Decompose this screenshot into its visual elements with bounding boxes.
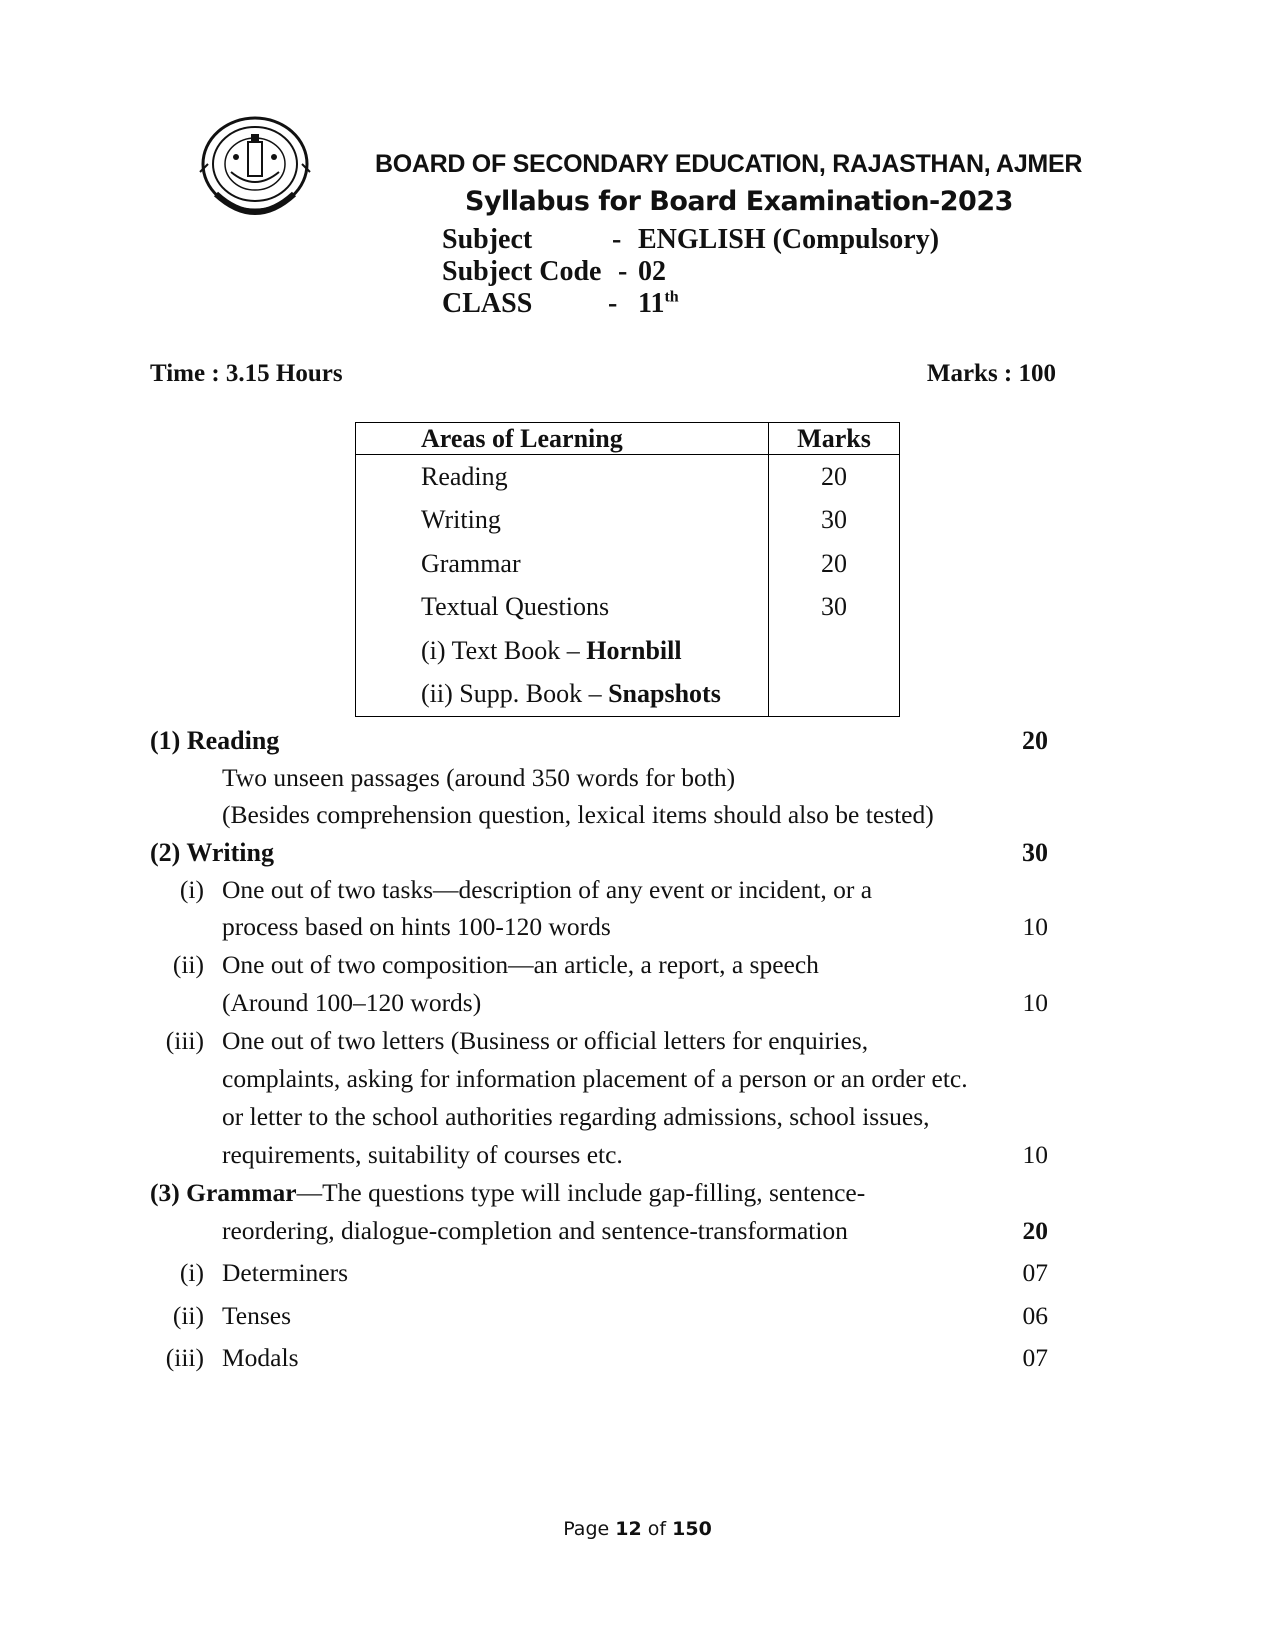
header-marks: Marks: [769, 423, 900, 455]
writing-item-3-line-1: One out of two letters (Business or official letters for enquiries,: [222, 1026, 869, 1055]
grammar-item-1-num: (i): [179, 1258, 204, 1287]
grammar-description: —The questions type will include gap-filling, sentence-: [296, 1178, 866, 1207]
writing-item-3-line-3: or letter to the school authorities regarding admissions, school issues,: [222, 1102, 930, 1131]
class-superscript: th: [664, 288, 679, 306]
grammar-item-3-label: Modals: [222, 1343, 299, 1372]
supp-book-name: Snapshots: [608, 679, 721, 709]
area-cell: Writing: [356, 499, 769, 543]
reading-heading: [150, 726, 1048, 756]
subject-row: [442, 224, 942, 256]
exam-time: Time : 3.15 Hours: [150, 360, 343, 387]
reading-line-1: Two unseen passages (around 350 words for both): [222, 763, 736, 792]
table-row: [356, 586, 900, 630]
empty-cell: [769, 673, 900, 717]
marks-cell: 30: [821, 592, 847, 622]
subject-code-label: Subject Code: [442, 256, 602, 287]
class-label: CLASS: [442, 288, 533, 319]
writing-item-2-marks: 10: [1022, 988, 1048, 1017]
exam-info-row: [150, 360, 1056, 388]
textbook-prefix: (i) Text Book –: [421, 635, 587, 665]
subject-code-dash: -: [618, 256, 628, 287]
page-footer: [0, 1518, 1275, 1540]
writing-item-2-line-2: (Around 100–120 words): [222, 988, 482, 1017]
of-word: of: [647, 1518, 667, 1540]
reading-marks: 20: [1022, 726, 1048, 755]
subject-dash: -: [612, 224, 622, 255]
writing-item-3-marks: 10: [1022, 1140, 1048, 1169]
class-value: 11: [638, 288, 665, 319]
marks-cell: 20: [821, 461, 847, 491]
writing-heading: [150, 838, 1048, 868]
reading-title: (1) Reading: [150, 726, 280, 755]
board-title: BOARD OF SECONDARY EDUCATION, RAJASTHAN, AJMER: [375, 150, 1083, 178]
board-emblem: [196, 112, 314, 230]
syllabus-title: Syllabus for Board Examination-2023: [465, 186, 1013, 217]
table-row: [356, 673, 900, 717]
table-row: [356, 455, 900, 499]
header-areas: Areas of Learning: [356, 423, 769, 455]
grammar-item-2-label: Tenses: [222, 1301, 292, 1330]
table-header-row: [356, 423, 900, 455]
subject-value: ENGLISH (Compulsory): [638, 224, 940, 255]
area-cell: Reading: [356, 455, 769, 499]
writing-item-1-num: (i): [179, 875, 204, 904]
writing-item-2-line-1: One out of two composition—an article, a report, a speech: [222, 950, 819, 979]
writing-title: (2) Writing: [150, 838, 274, 867]
area-cell: Textual Questions: [356, 586, 769, 630]
grammar-title: (3) Grammar: [150, 1178, 297, 1207]
grammar-item-1-marks: 07: [1022, 1258, 1048, 1287]
table-row: [356, 542, 900, 586]
textbook-name: Hornbill: [586, 635, 682, 665]
writing-item-2-num: (ii): [172, 950, 204, 979]
subject-label: Subject: [442, 224, 533, 255]
exam-total-marks: Marks : 100: [926, 360, 1056, 387]
writing-marks: 30: [1022, 838, 1048, 867]
marks-cell: 30: [821, 505, 847, 535]
table-row: [356, 499, 900, 543]
grammar-item-2-num: (ii): [172, 1301, 204, 1330]
writing-item-3-line-4: requirements, suitability of courses etc.: [222, 1140, 623, 1169]
grammar-item-3-marks: 07: [1022, 1343, 1048, 1372]
marks-cell: 20: [821, 548, 847, 578]
writing-item-1-marks: 10: [1022, 912, 1048, 941]
reading-line-2: (Besides comprehension question, lexical items should also be tested): [222, 800, 934, 829]
grammar-heading: [150, 1178, 865, 1208]
writing-item-3-num: (iii): [165, 1026, 204, 1055]
writing-item-1-line-2: process based on hints 100-120 words: [222, 912, 611, 941]
writing-item-1-line-1: One out of two tasks—description of any event or incident, or a: [222, 875, 873, 904]
grammar-marks: 20: [1022, 1216, 1048, 1245]
grammar-line-2: reordering, dialogue-completion and sentence-transformation: [222, 1216, 848, 1245]
class-row: [442, 288, 942, 320]
page-number: 12: [615, 1518, 642, 1540]
areas-of-learning-table: [355, 422, 900, 717]
writing-item-3-line-2: complaints, asking for information placement of a person or an order etc.: [222, 1064, 968, 1093]
textbook-cell: [356, 629, 769, 673]
grammar-item-1-label: Determiners: [222, 1258, 349, 1287]
grammar-item-3-num: (iii): [165, 1343, 204, 1372]
empty-cell: [769, 629, 900, 673]
subject-code-value: 02: [638, 256, 666, 287]
page-word: Page: [563, 1518, 610, 1540]
page-total: 150: [672, 1518, 712, 1540]
supp-book-cell: [356, 673, 769, 717]
supp-book-prefix: (ii) Supp. Book –: [421, 679, 609, 709]
class-dash: -: [608, 288, 618, 319]
area-cell: Grammar: [356, 542, 769, 586]
subject-code-row: [442, 256, 942, 288]
grammar-item-2-marks: 06: [1022, 1301, 1048, 1330]
table-row: [356, 629, 900, 673]
